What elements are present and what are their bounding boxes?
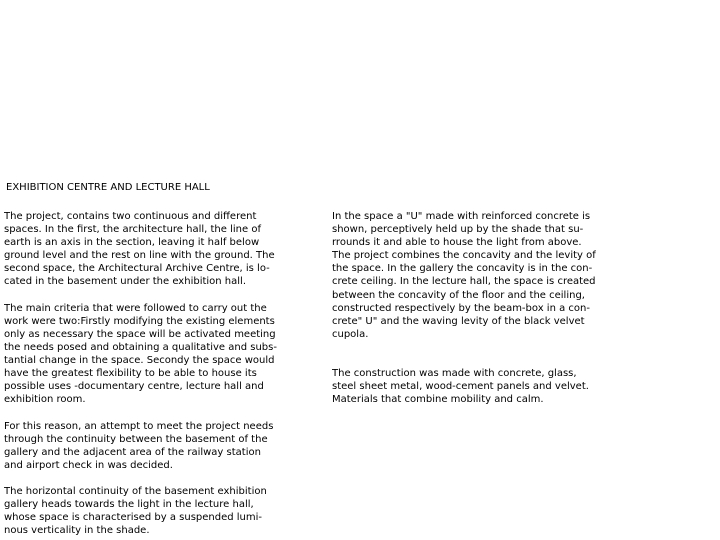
- text-line: the space. In the gallery the concavity is in the con-: [332, 263, 593, 275]
- left-paragraph-1: [4, 210, 292, 289]
- left-paragraph-3: [4, 420, 292, 472]
- text-line: work were two:Firstly modifying the existing elements: [4, 315, 275, 327]
- page-title: EXHIBITION CENTRE AND LECTURE HALL: [6, 182, 210, 193]
- paragraph-gap: [332, 341, 612, 367]
- text-line: gallery heads towards the light in the lecture hall,: [4, 499, 254, 511]
- left-paragraph-4: [4, 485, 292, 537]
- right-text-column: [332, 210, 612, 406]
- text-line: The main criteria that were followed to carry out the: [4, 302, 267, 314]
- text-line: between the concavity of the floor and the ceiling,: [332, 289, 585, 301]
- text-line: cupola.: [332, 328, 369, 340]
- paragraph-gap: [4, 289, 292, 302]
- text-line: only as necessary the space will be activated meeting: [4, 328, 276, 340]
- text-line: The project, contains two continuous and different: [4, 211, 257, 222]
- text-line: The construction was made with concrete, glass,: [332, 368, 577, 380]
- text-line: The horizontal continuity of the basement exhibition: [4, 485, 267, 497]
- paragraph-gap: [4, 406, 292, 419]
- text-line: constructed respectively by the beam-box in a con-: [332, 302, 590, 314]
- text-line: Materials that combine mobility and calm.: [332, 394, 544, 406]
- text-line: For this reason, an attempt to meet the project needs: [4, 420, 274, 432]
- text-line: crete ceiling. In the lecture hall, the space is created: [332, 276, 596, 288]
- text-line: second space, the Architectural Archive Centre, is lo-: [4, 263, 270, 275]
- text-line: In the space a "U" made with reinforced concrete is: [332, 211, 591, 222]
- text-line: The project combines the concavity and the levity of: [332, 250, 596, 262]
- text-line: rrounds it and able to house the light from above.: [332, 237, 582, 249]
- text-line: ground level and the rest on line with the ground. The: [4, 250, 275, 262]
- text-line: earth is an axis in the section, leaving it half below: [4, 237, 260, 249]
- right-paragraph-1: [332, 210, 612, 341]
- text-line: steel sheet metal, wood-cement panels and velvet.: [332, 381, 589, 393]
- text-line: exhibition room.: [4, 394, 86, 406]
- text-line: through the continuity between the basement of the: [4, 433, 268, 445]
- text-line: the needs posed and obtaining a qualitative and subs-: [4, 341, 277, 353]
- text-line: gallery and the adjacent area of the railway station: [4, 446, 261, 458]
- text-line: spaces. In the first, the architecture hall, the line of: [4, 224, 261, 236]
- text-line: tantial change in the space. Secondy the space would: [4, 355, 275, 367]
- paragraph-gap: [4, 472, 292, 485]
- left-text-column: [4, 210, 292, 537]
- left-paragraph-2: [4, 302, 292, 407]
- text-line: have the greatest flexibility to be able to house its: [4, 368, 257, 380]
- text-line: and airport check in was decided.: [4, 459, 173, 471]
- text-line: cated in the basement under the exhibition hall.: [4, 276, 247, 288]
- text-line: shown, perceptively held up by the shade that su-: [332, 224, 584, 236]
- right-paragraph-2: [332, 367, 612, 406]
- text-line: crete" U" and the waving levity of the black velvet: [332, 315, 585, 327]
- text-line: nous verticality in the shade.: [4, 525, 150, 537]
- text-line: whose space is characterised by a suspended lumi-: [4, 512, 263, 524]
- text-line: possible uses -documentary centre, lecture hall and: [4, 381, 264, 393]
